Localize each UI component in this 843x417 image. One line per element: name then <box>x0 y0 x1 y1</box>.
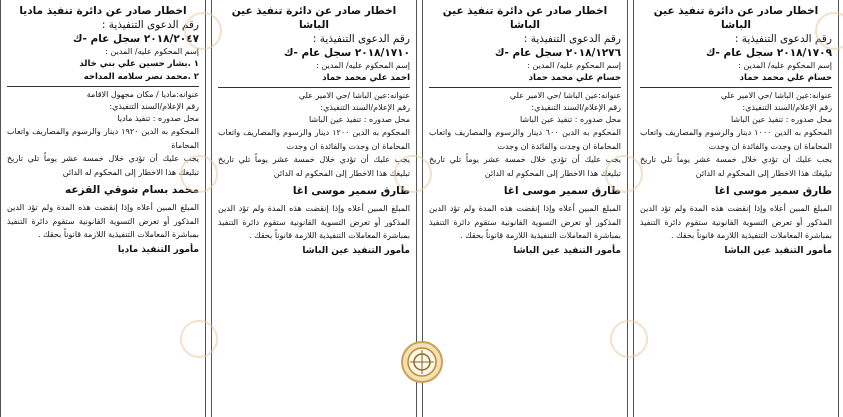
debtor-address: عنوانه:عين الباشا /حي الامير علي <box>509 91 621 100</box>
debtor-label: إسم المحكوم عليه/ المدين : <box>527 61 621 70</box>
judgment-text: المحكوم به الدين ١٩٢٠ دينار والرسوم والمصاريف واتعاب المحاماة <box>7 127 200 150</box>
debtor-name-2: ٢ .محمد نصر سلامه المداحه <box>83 72 199 82</box>
case-number: ٢٠١٨/١٢٧٦ سجل عام -ك <box>494 47 621 59</box>
debtor-address: عنوانه:عين الباشا /حي الامير علي <box>720 91 832 100</box>
notice-header: اخطار صادر عن دائرة تنفيذ عين الباشا <box>442 5 608 31</box>
signature-footer: مأمور التنفيذ عين الباشا <box>302 245 410 256</box>
judgment-text: المحكوم به الدين ٦٠٠ دينار والرسوم والمصاريف واتعاب المحاماة ان وجدت والفائدة ان وجدت <box>429 128 622 151</box>
debtor-name: احمد علي محمد حماد <box>322 73 410 83</box>
watermark-stamp-icon <box>180 320 218 358</box>
divider <box>640 87 832 88</box>
notice-column-3 <box>211 0 417 417</box>
deadline-text: يجب عليك أن تؤدي خلال خمسة عشر يوماً تلي تاريخ تبليغك هذا الاخطار إلى المحكوم له الدائن <box>640 155 832 178</box>
closing-text: المبلغ المبين أعلاه وإذا إنقضت هذه المدة ولم تؤد الدين المذكور أو تعرض التسوية القانونية ستقوم دائرة التنفيذ بمباشرة المعاملات التنفيذية اللازمة قانوناً بحقك . <box>218 204 410 240</box>
creditor-name: طارق سمير موسى اغا <box>292 185 410 197</box>
closing-text: المبلغ المبين أعلاه وإذا إنقضت هذه المدة ولم تؤد الدين المذكور أو تعرض التسوية القانونية ستقوم دائرة التنفيذ بمباشرة المعاملات التنفيذية اللازمة قانوناً بحقك . <box>429 204 621 240</box>
watermark-stamp-icon <box>394 155 432 193</box>
creditor-name: طارق سمير موسى اغا <box>503 185 621 197</box>
debtor-label: إسم المحكوم عليه/ المدين : <box>738 61 832 70</box>
issue-place: محل صدوره : تنفيذ عين الباشا <box>519 115 621 124</box>
deadline-text: يجب عليك أن تؤدي خلال خمسة عشر يوماً تلي تاريخ تبليغك هذا الاخطار إلى المحكوم له الدائن <box>7 154 199 177</box>
official-seal-icon <box>400 340 444 384</box>
watermark-stamp-icon <box>184 12 222 50</box>
judgment-text: المحكوم به الدين ١٠٠٠ دينار والرسوم والمصاريف واتعاب المحاماة ان وجدت والفائدة ان وجدت <box>640 128 833 151</box>
notice-reference: رقم الإعلام/السند التنفيذي: <box>742 103 832 112</box>
case-label: رقم الدعوى التنفيذية : <box>523 33 621 45</box>
deadline-text: يجب عليك أن تؤدي خلال خمسة عشر يوماً تلي تاريخ تبليغك هذا الاخطار إلى المحكوم له الدائن <box>429 155 621 178</box>
creditor-name: محمد بسام شوقي القزعه <box>65 184 199 196</box>
closing-text: المبلغ المبين أعلاه وإذا إنقضت هذه المدة ولم تؤد الدين المذكور أو تعرض التسوية القانونية ستقوم دائرة التنفيذ بمباشرة المعاملات التنفيذية اللازمة قانوناً بحقك . <box>7 203 199 239</box>
watermark-stamp-icon <box>605 155 643 193</box>
divider <box>7 86 199 87</box>
deadline-text: يجب عليك أن تؤدي خلال خمسة عشر يوماً تلي تاريخ تبليغك هذا الاخطار إلى المحكوم له الدائن <box>218 155 410 178</box>
watermark-stamp-icon <box>180 155 218 193</box>
notice-column-2 <box>422 0 628 417</box>
case-label: رقم الدعوى التنفيذية : <box>312 33 410 45</box>
divider <box>429 87 621 88</box>
debtor-name: حسام علي محمد حماد <box>528 73 621 83</box>
divider <box>218 87 410 88</box>
notice-reference: رقم الإعلام/السند التنفيذي: <box>531 103 621 112</box>
watermark-stamp-icon <box>610 320 648 358</box>
debtor-name-1: ١ .بشار حسين علي بني خالد <box>79 59 199 69</box>
notice-column-1 <box>633 0 839 417</box>
judgment-text: المحكوم به الدين ١٢٠٠ دينار والرسوم والمصاريف واتعاب المحاماة ان وجدت والفائدة ان وجدت <box>218 128 411 151</box>
debtor-label: إسم المحكوم عليه/ المدين : <box>105 47 199 56</box>
issue-place: محل صدوره : تنفيذ ماديا <box>117 114 199 123</box>
signature-footer: مأمور التنفيذ عين الباشا <box>724 245 832 256</box>
case-label: رقم الدعوى التنفيذية : <box>734 33 832 45</box>
signature-footer: مأمور التنفيذ عين الباشا <box>513 245 621 256</box>
notice-reference: رقم الإعلام/السند التنفيذي: <box>320 103 410 112</box>
debtor-label: إسم المحكوم عليه/ المدين : <box>316 61 410 70</box>
notice-header: اخطار صادر عن دائرة تنفيذ ماديا <box>19 5 187 17</box>
case-number: ٢٠١٨/١٧٠٩ سجل عام -ك <box>705 47 832 59</box>
notice-column-4 <box>0 0 206 417</box>
creditor-name: طارق سمير موسى اغا <box>714 185 832 197</box>
notice-reference: رقم الإعلام/السند التنفيذي: <box>109 102 199 111</box>
notice-header: اخطار صادر عن دائرة تنفيذ عين الباشا <box>653 5 819 31</box>
signature-footer: مأمور التنفيذ ماديا <box>117 244 199 255</box>
case-number: ٢٠١٨/١٧١٠ سجل عام -ك <box>283 47 410 59</box>
debtor-address: عنوانه:ماديا / مكان مجهول الاقامة <box>86 90 199 99</box>
case-number: ٢٠١٨/٢٠٤٧ سجل عام -ك <box>72 33 199 45</box>
case-label: رقم الدعوى التنفيذية : <box>101 19 199 31</box>
closing-text: المبلغ المبين أعلاه وإذا إنقضت هذه المدة ولم تؤد الدين المذكور أو تعرض التسوية القانونية ستقوم دائرة التنفيذ بمباشرة المعاملات التنفيذية اللازمة قانوناً بحقك . <box>640 204 832 240</box>
debtor-address: عنوانه:عين الباشا /حي الامير علي <box>298 91 410 100</box>
issue-place: محل صدوره : تنفيذ عين الباشا <box>308 115 410 124</box>
debtor-name: حسام علي محمد حماد <box>739 73 832 83</box>
issue-place: محل صدوره : تنفيذ عين الباشا <box>730 115 832 124</box>
notice-header: اخطار صادر عن دائرة تنفيذ عين الباشا <box>231 5 397 31</box>
